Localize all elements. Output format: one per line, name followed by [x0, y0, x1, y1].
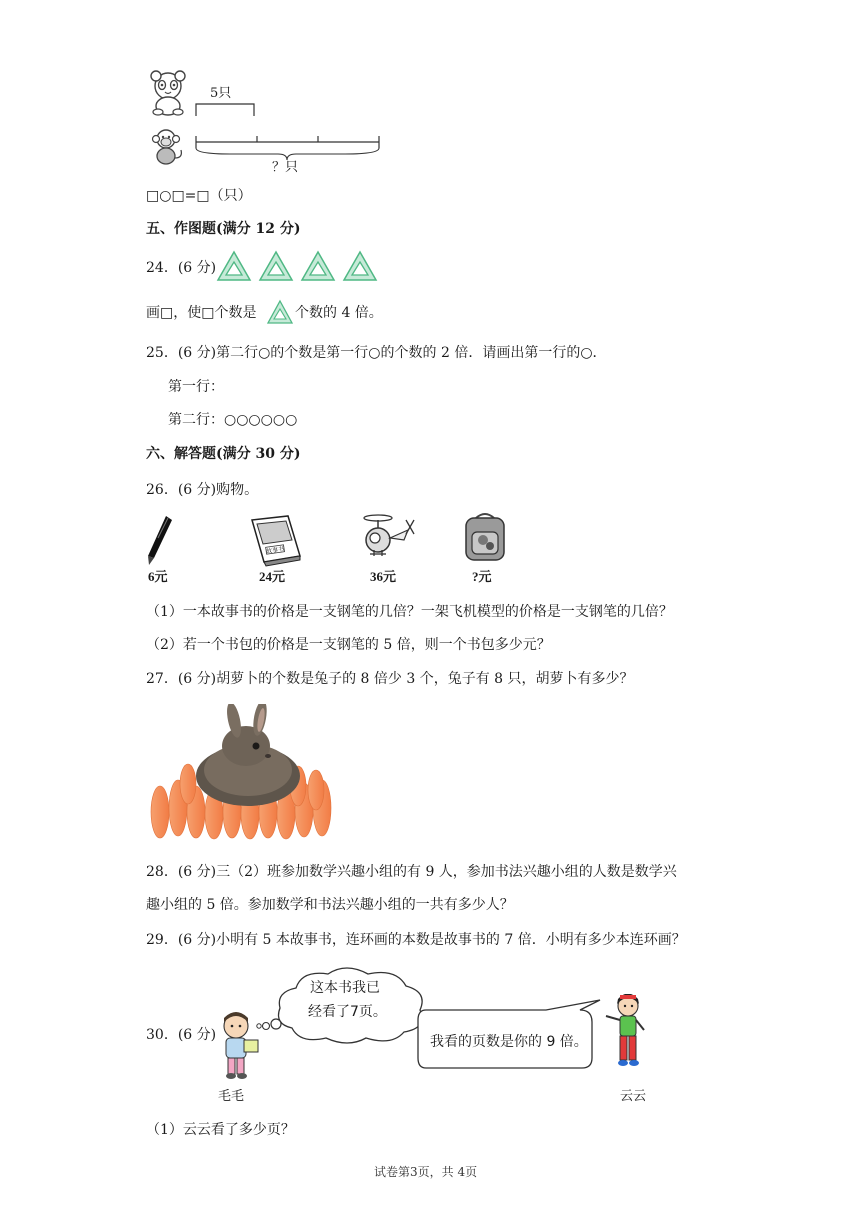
boy-maomao-icon [214, 1010, 266, 1082]
item-price: 6元 [148, 569, 168, 584]
pen-icon [144, 514, 174, 566]
item-price: 36元 [370, 569, 397, 584]
section-6-title: 六、解答题(满分 30 分) [146, 446, 301, 462]
item-price: 24元 [259, 569, 286, 584]
q28-line1: 28．(6 分)三（2）班参加数学兴趣小组的有 9 人，参加书法兴趣小组的人数是数学兴 [146, 864, 677, 880]
q27-lead: 27．(6 分)胡萝卜的个数是兔子的 8 倍少 3 个，兔子有 8 只，胡萝卜有多少？ [146, 671, 634, 687]
triangle-icon [300, 250, 336, 282]
q25-lead: 25．(6 分)第二行○的个数是第一行○的个数的 2 倍．请画出第一行的○． [146, 345, 607, 361]
rabbit-carrots-image [148, 704, 342, 842]
q30-sub1: （1）云云看了多少页？ [146, 1122, 295, 1138]
q26-sub2: （2）若一个书包的价格是一支钢笔的 5 倍，则一个书包多少元？ [146, 637, 551, 653]
storybook-icon [248, 512, 304, 568]
speech-text: 我看的页数是你的 9 倍。 [430, 1034, 588, 1050]
q29-lead: 29．(6 分)小明有 5 本故事书，连环画的本数是故事书的 7 倍．小明有多少本连环画？ [146, 932, 686, 948]
q28-line2: 趣小组的 5 倍。参加数学和书法兴趣小组的一共有多少人？ [146, 897, 514, 913]
triangle-icon [258, 250, 294, 282]
triangle-icon [342, 250, 378, 282]
q25-row2: 第二行：○○○○○○ [168, 412, 298, 428]
diagram-bottom-label: ？只 [272, 160, 299, 175]
girl-yunyun-icon [602, 994, 652, 1068]
diagram-top-label: 5只 [210, 86, 232, 101]
formula-blank: □○□=□（只） [146, 188, 252, 204]
q24-text-after: 个数的 4 倍。 [295, 305, 383, 321]
cloud-line1: 这本书我已 [310, 980, 380, 996]
monkey-icon [150, 128, 186, 166]
item-price: ?元 [472, 569, 492, 584]
section-5-title: 五、作图题(满分 12 分) [146, 221, 301, 237]
q30-lead: 30．(6 分) [146, 1027, 217, 1043]
panda-icon [146, 70, 190, 116]
q25-row1: 第一行： [168, 379, 224, 395]
left-name: 毛毛 [218, 1089, 245, 1104]
page-footer: 试卷第3页，共 4页 [374, 1165, 478, 1179]
right-name: 云云 [620, 1089, 647, 1104]
airplane-model-icon [358, 510, 416, 562]
book-title: 故事书 [265, 545, 285, 556]
q24-lead: 24．(6 分) [146, 260, 217, 276]
triangle-icon [266, 299, 294, 325]
triangle-icon [216, 250, 252, 282]
q26-lead: 26．(6 分)购物。 [146, 482, 259, 498]
cloud-line2: 经看了7页。 [308, 1004, 387, 1020]
q26-sub1: （1）一本故事书的价格是一支钢笔的几倍？一架飞机模型的价格是一支钢笔的几倍？ [146, 604, 673, 620]
schoolbag-icon [462, 510, 508, 562]
q24-text-before: 画□，使□个数是 [146, 305, 257, 321]
